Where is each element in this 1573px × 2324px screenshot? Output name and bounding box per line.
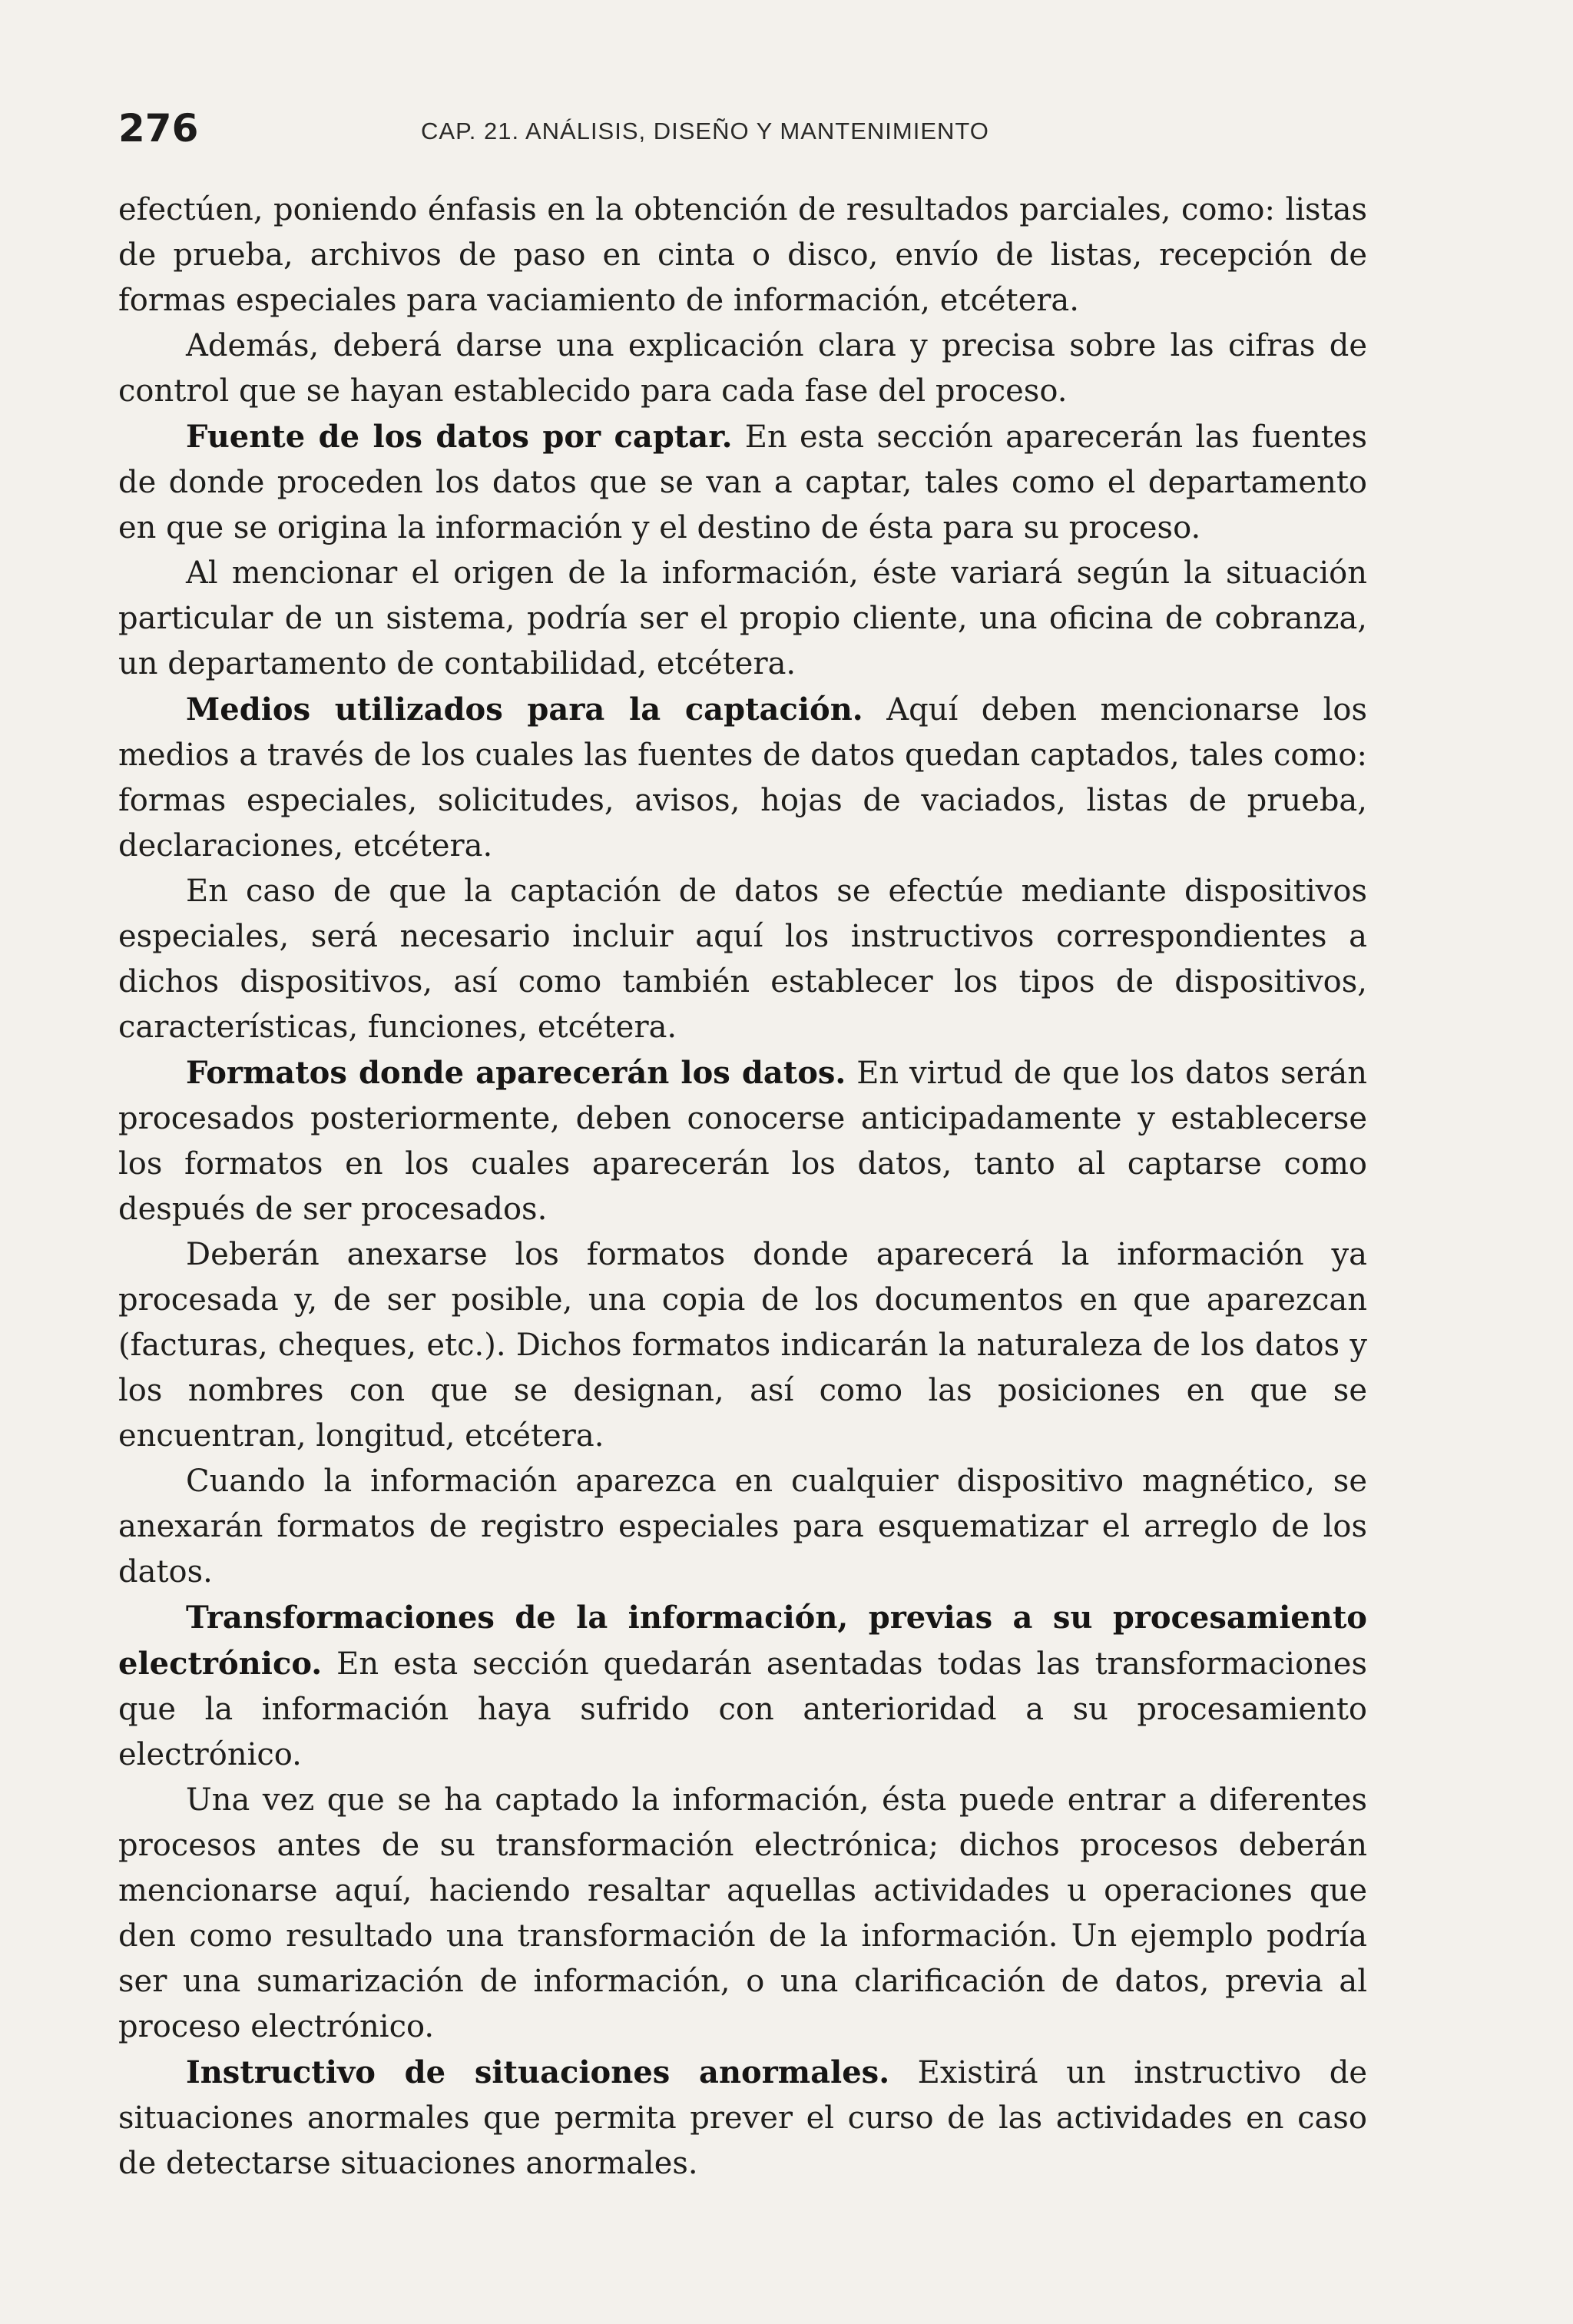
page-header bbox=[118, 101, 1378, 163]
paragraph-text: Al mencionar el origen de la información, éste variará según la situación particular de un sistema, podría ser el propio cliente, una oficina de cobranza, un departamento de contabilidad, etcétera. bbox=[118, 555, 1367, 681]
paragraph-text: Aquí deben mencionarse los medios a través de los cuales las fuentes de datos quedan captados, tales como: formas especiales, solicitudes, avisos, hojas de vaciados, listas de prueba, declaraciones, etcétera. bbox=[118, 692, 1367, 864]
paragraph-12 bbox=[118, 2050, 1367, 2186]
paragraph-text: En virtud de que los datos serán procesados posteriormente, deben conocerse anticipadamente y establecerse los formatos en los cuales aparecerán los datos, tanto al captarse como después de ser procesados. bbox=[118, 1056, 1367, 1227]
paragraph-1 bbox=[118, 187, 1367, 323]
paragraph-text: Además, deberá darse una explicación clara y precisa sobre las cifras de control que se hayan establecido para cada fase del proceso. bbox=[118, 328, 1367, 409]
paragraph-text: Cuando la información aparezca en cualquier dispositivo magnético, se anexarán formatos de registro especiales para esquematizar el arreglo de los datos. bbox=[118, 1464, 1367, 1590]
paragraph-6 bbox=[118, 869, 1367, 1050]
paragraph-text: En esta sección aparecerán las fuentes de donde proceden los datos que se van a captar, tales como el departamento en que se origina la información y el destino de ésta para su proceso. bbox=[118, 419, 1367, 545]
paragraph-text: En esta sección quedarán asentadas todas las transformaciones que la información haya sufrido con anterioridad a su procesamiento electrónico. bbox=[118, 1646, 1367, 1772]
paragraph-text: efectúen, poniendo énfasis en la obtención de resultados parciales, como: listas de prueba, archivos de paso en cinta o disco, envío de listas, recepción de formas especiales para vaciamiento de información, etcétera. bbox=[118, 192, 1367, 318]
section-heading: Transformaciones de la información, previas a su procesamiento electrónico. bbox=[118, 1600, 1367, 1682]
paragraph-text: Deberán anexarse los formatos donde aparecerá la información ya procesada y, de ser posible, una copia de los documentos en que aparezcan (facturas, cheques, etc.). Dichos formatos indicarán la naturaleza de los datos y los nombres con que se designan, así como las posiciones en que se encuentran, longitud, etcétera. bbox=[118, 1237, 1367, 1454]
paragraph-text: Una vez que se ha captado la información, ésta puede entrar a diferentes procesos antes de su transformación electrónica; dichos procesos deberán mencionarse aquí, haciendo resaltar aquellas actividades u operaciones que den como resultado una transformación de la información. Un ejemplo podría ser una sumarización de información, o una clarificación de datos, previa al proceso electrónico. bbox=[118, 1782, 1367, 2044]
paragraph-10 bbox=[118, 1595, 1367, 1778]
running-head: CAP. 21. ANÁLISIS, DISEÑO Y MANTENIMIENTO bbox=[421, 118, 989, 144]
paragraph-text: En caso de que la captación de datos se efectúe mediante dispositivos especiales, será necesario incluir aquí los instructivos correspondientes a dichos dispositivos, así como también establecer los tipos de dispositivos, características, funciones, etcétera. bbox=[118, 874, 1367, 1045]
section-heading: Medios utilizados para la captación. bbox=[186, 691, 863, 728]
paragraph-3 bbox=[118, 414, 1367, 551]
paragraph-2 bbox=[118, 323, 1367, 414]
body-text bbox=[118, 187, 1367, 2186]
section-heading: Fuente de los datos por captar. bbox=[186, 419, 733, 455]
paragraph-9 bbox=[118, 1459, 1367, 1595]
paragraph-8 bbox=[118, 1232, 1367, 1459]
paragraph-5 bbox=[118, 687, 1367, 869]
section-heading: Formatos donde aparecerán los datos. bbox=[186, 1055, 846, 1091]
section-heading: Instructivo de situaciones anormales. bbox=[186, 2054, 890, 2090]
paragraph-text: Existirá un instructivo de situaciones anormales que permita prever el curso de las actividades en caso de detectarse situaciones anormales. bbox=[118, 2055, 1368, 2181]
paragraph-4 bbox=[118, 551, 1367, 687]
paragraph-7 bbox=[118, 1050, 1367, 1232]
page-number: 276 bbox=[118, 106, 199, 151]
paragraph-11 bbox=[118, 1778, 1367, 2050]
